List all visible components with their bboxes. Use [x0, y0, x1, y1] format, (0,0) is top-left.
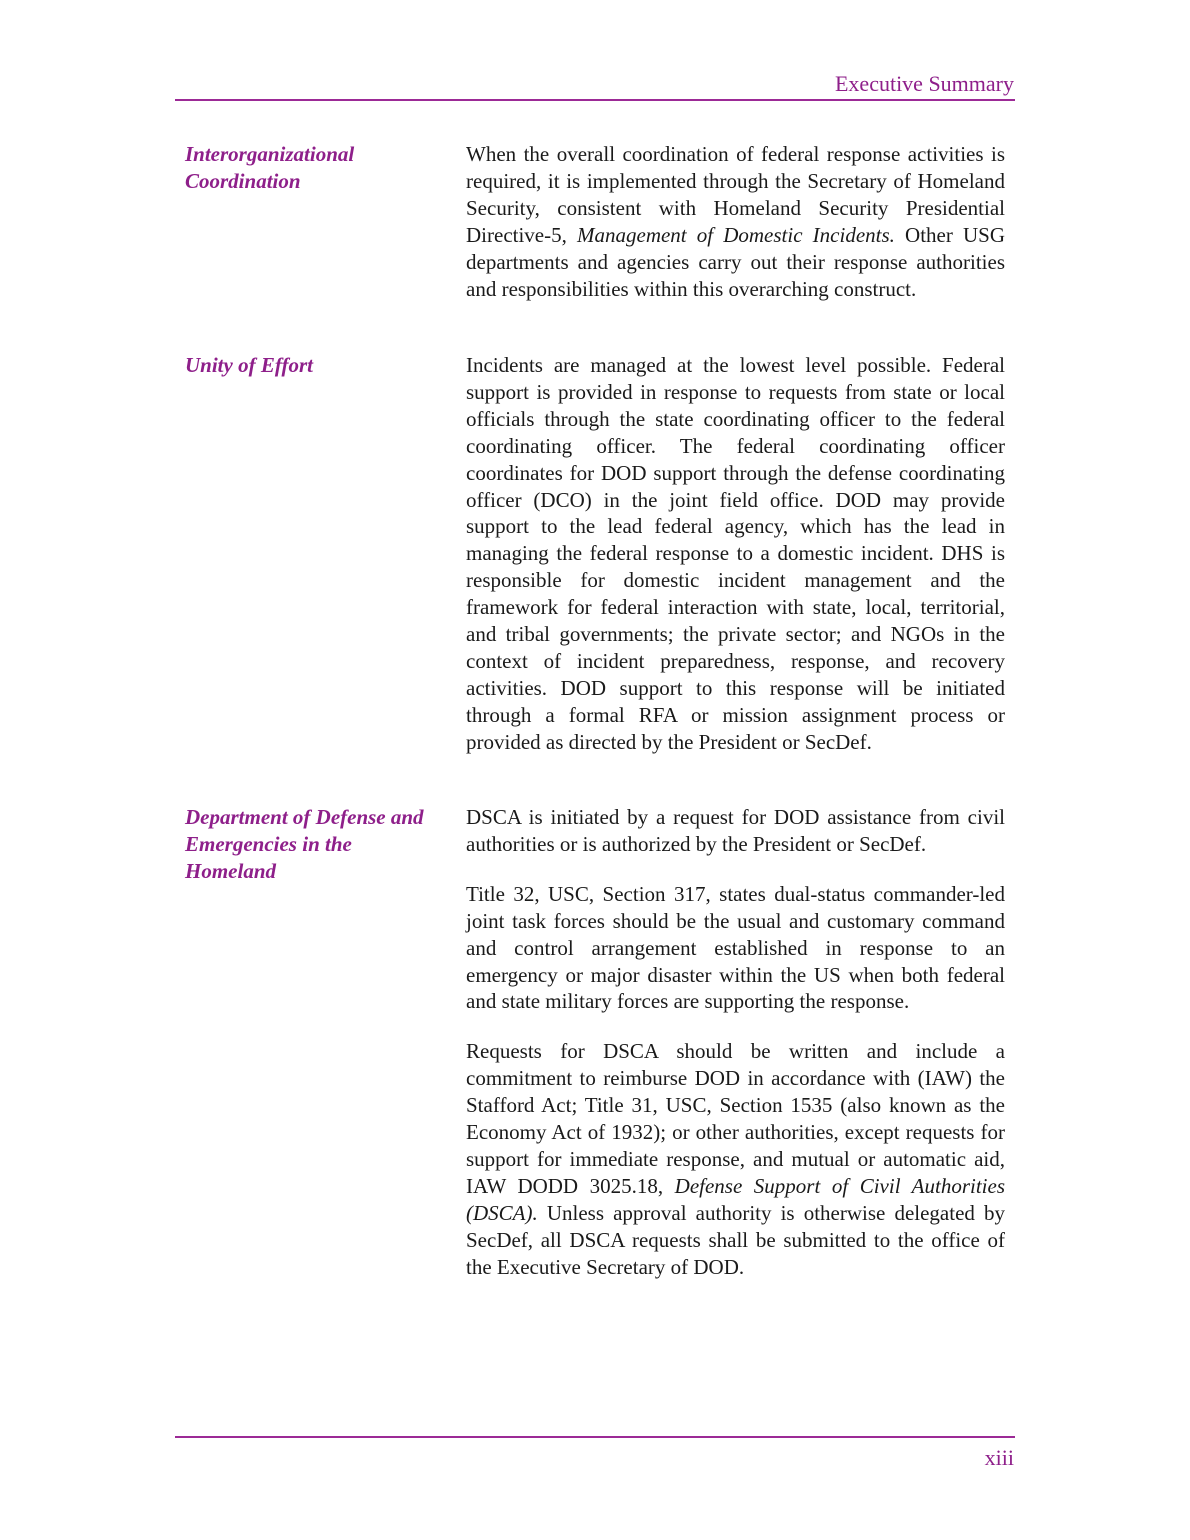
side-heading: Unity of Effort	[185, 353, 313, 377]
header-rule	[175, 99, 1015, 101]
paragraph-italic-title: Defense Support of Civil Authorities (DSCA).	[466, 1173, 1005, 1225]
side-heading: Interorganizational Coordination	[185, 142, 355, 193]
paragraph-text: Other USG departments and agencies carry out their response authorities and responsibilities within this overarching construct.	[466, 222, 1005, 301]
paragraph-text: When the overall coordination of federal response activities is required, it is implemented through the Secretary of Homeland Security, consistent with Homeland Security Presidential Directive-5,	[466, 142, 1005, 247]
paragraph-text: Unless approval authority is otherwise delegated by SecDef, all DSCA requests shall be submitted to the office of the Executive Secretary of DOD.	[466, 1200, 1005, 1279]
paragraph-italic-title: Management of Domestic Incidents.	[577, 222, 895, 247]
paragraph-text: Requests for DSCA should be written and include a commitment to reimburse DOD in accordance with (IAW) the Stafford Act; Title 31, USC, Section 1535 (also known as the Economy Act of 1932); or other authorities, except requests for support for immediate response, and mutual or automatic aid, IAW DODD 3025.18,	[466, 1039, 1005, 1198]
section-body	[466, 804, 1005, 1304]
section-body	[466, 141, 1005, 325]
running-header: Executive Summary	[834, 71, 1014, 96]
footer-rule	[175, 1436, 1015, 1438]
page-number: xiii	[984, 1445, 1014, 1470]
section-body	[466, 352, 1005, 779]
paragraph: Incidents are managed at the lowest level possible. Federal support is provided in response to requests from state or local officials through the state coordinating officer to the federal coordinating officer. The federal coordinating officer coordinates for DOD support through the defense coordinating officer (DCO) in the joint field office. DOD may provide support to the lead federal agency, which has the lead in managing the federal response to a domestic incident. DHS is responsible for domestic incident management and the framework for federal interaction with state, local, territorial, and tribal governments; the private sector; and NGOs in the context of incident preparedness, response, and recovery activities. DOD support to this response will be initiated through a formal RFA or mission assignment process or provided as directed by the President or SecDef.	[466, 353, 1005, 754]
side-heading: Department of Defense and Emergencies in the Homeland	[185, 805, 424, 883]
paragraph: DSCA is initiated by a request for DOD assistance from civil authorities or is authorized by the President or SecDef.	[466, 805, 1005, 856]
paragraph	[466, 141, 1005, 302]
paragraph	[466, 1038, 1005, 1280]
paragraph: Title 32, USC, Section 317, states dual-status commander-led joint task forces should be the usual and customary command and control arrangement established in response to an emergency or major disaster within the US when both federal and state military forces are supporting the response.	[466, 881, 1005, 1014]
